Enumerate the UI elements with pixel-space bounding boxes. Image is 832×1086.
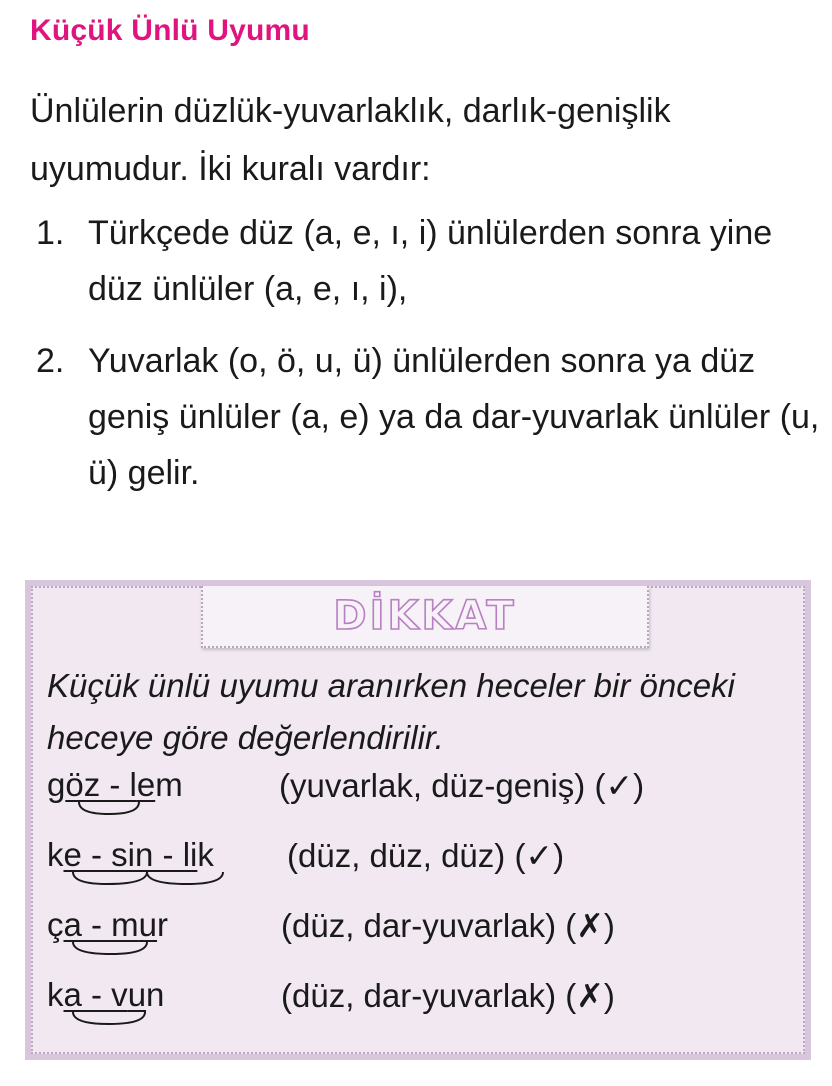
notice-inner — [31, 586, 805, 1054]
arc-connector-icon — [47, 870, 267, 890]
example-row — [47, 766, 807, 816]
example-note: (düz, düz, düz) (✓) — [287, 837, 565, 874]
notice-header-text: DİKKAT — [333, 593, 517, 639]
rules-list — [30, 205, 820, 517]
rule-number: 1. — [36, 214, 65, 252]
page-title: Küçük Ünlü Uyumu — [30, 14, 310, 47]
example-note: (yuvarlak, düz-geniş) (✓) — [279, 767, 645, 804]
example-row — [47, 836, 807, 886]
notice-header — [201, 586, 649, 648]
notice-body-text: Küçük ünlü uyumu aranırken heceler bir önceki heceye göre değerlendirilir. — [47, 667, 735, 756]
example-word: göz - lem — [47, 766, 183, 803]
rule-item — [30, 205, 820, 317]
example-word: ke - sin - lik — [47, 836, 214, 873]
example-row — [47, 976, 807, 1026]
intro-paragraph: Ünlülerin düzlük-yuvarlaklık, darlık-genişlik uyumudur. İki kuralı vardır: — [30, 92, 671, 188]
example-row — [47, 906, 807, 956]
notice-box — [25, 580, 811, 1060]
rule-text: Türkçede düz (a, e, ı, i) ünlülerden sonra yine düz ünlüler (a, e, ı, i), — [88, 214, 773, 308]
example-word: ka - vun — [47, 976, 165, 1013]
arc-connector-icon — [47, 940, 247, 960]
arc-connector-icon — [47, 1010, 247, 1030]
rule-number: 2. — [36, 342, 65, 380]
example-note: (düz, dar-yuvarlak) (✗) — [281, 977, 615, 1014]
rule-item — [30, 333, 820, 501]
arc-connector-icon — [47, 800, 247, 820]
rule-text: Yuvarlak (o, ö, u, ü) ünlülerden sonra ya düz geniş ünlüler (a, e) ya da dar-yuvarlak ünlüler (u, ü) gelir. — [88, 342, 820, 492]
example-word: ça - mur — [47, 906, 169, 943]
example-note: (düz, dar-yuvarlak) (✗) — [281, 907, 615, 944]
